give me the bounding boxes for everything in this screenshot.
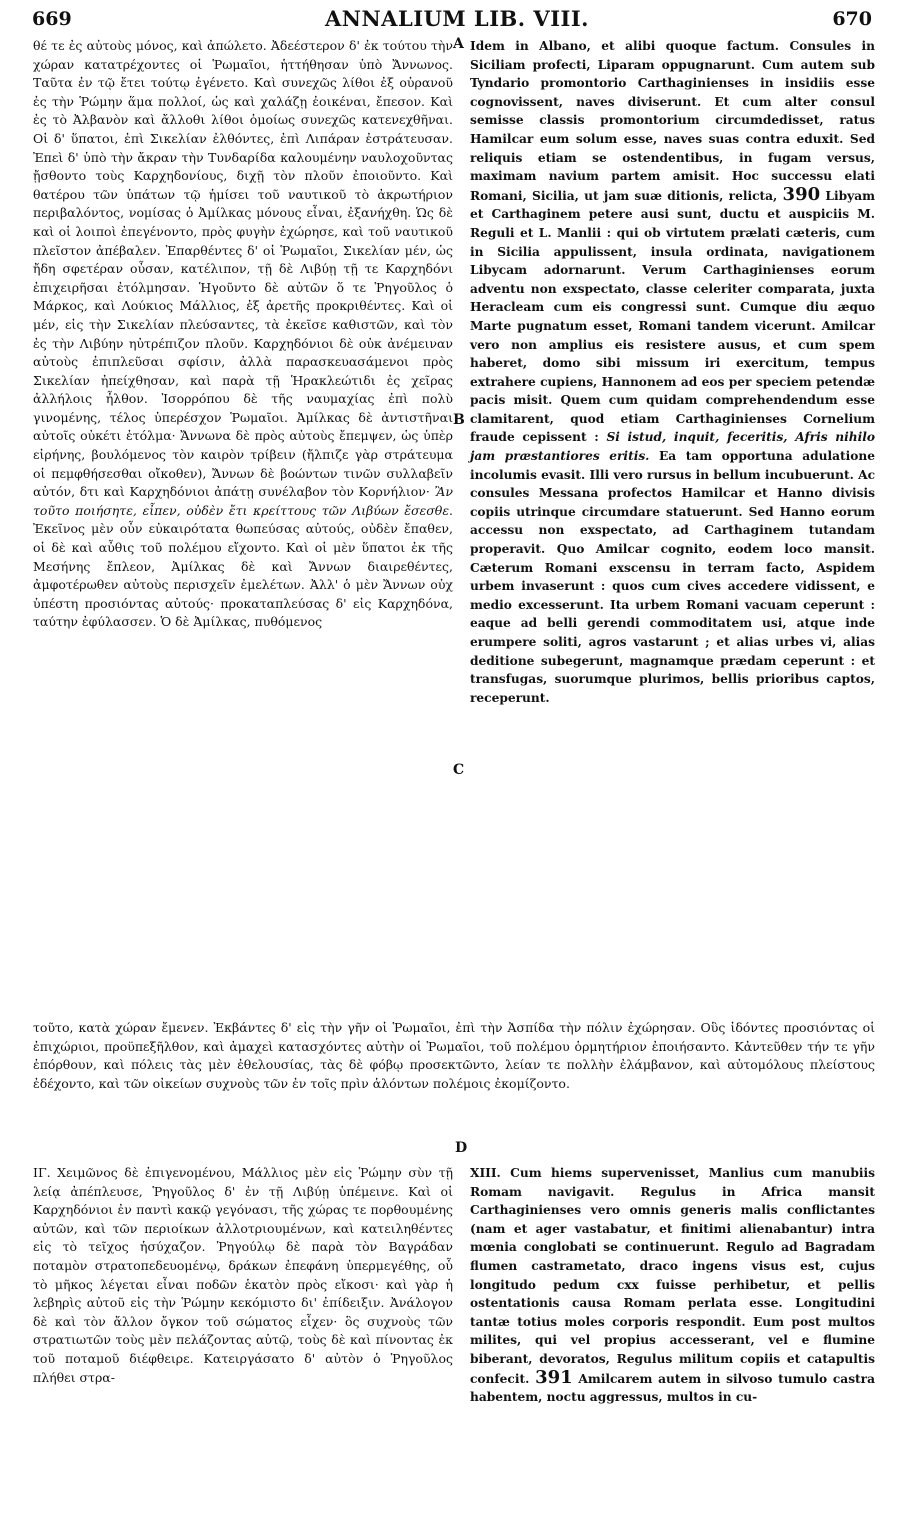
section-marker-d: D bbox=[455, 1140, 468, 1156]
greek-full-width-text bbox=[33, 1019, 875, 1093]
latin-text-bottom-b: Amilcarem autem in silvoso tumulo castra habentem, noctu aggressus, multos in cu- bbox=[470, 1371, 875, 1405]
greek-text-bottom: ΙΓ. Χειμῶνος δὲ ἐπιγενομένου, Μάλλιος μὲν εἰς Ῥώμην σὺν τῇ λείᾳ ἀπέπλευσε, Ῥηγοῦλος δ' ἐν τῇ Λιβύῃ ὑπέμεινε. Καὶ οἱ Καρχηδόνιοι ἐν παντὶ κακῷ γεγόνασι, τῆς χώρας τε πορθουμένης αὐτῶν, καὶ τῶν περιοίκων ἀλλοτριουμένων, καὶ κατειληθέντες εἰς τὸ τεῖχος ἡσύχαζον. Ῥηγούλῳ δὲ παρὰ τὸν Βαγράδαν ποταμὸν στρατοπεδευομένῳ, δράκων ἐπεφάνη ὑπερμεγέθης, οὗ τὸ μῆκος λέγεται εἶναι ποδῶν ἑκατὸν πρὸς εἴκοσι· καὶ γὰρ ἡ λεβηρὶς αὐτοῦ εἰς τὴν Ῥώμην κεκόμιστο δι' ἐπίδειξιν. Ἀνάλογον δὲ καὶ τὸν ἄλλον ὄγκον τοῦ σώματος εἶχεν· ὃς συχνοὺς τῶν στρατιωτῶν τοὺς μὲν πελάζοντας αὐτῷ, τοὺς δὲ καὶ πίνοντας ἐκ τοῦ ποταμοῦ διέφθειρε. Κατειργάσατο δ' αὐτὸν ὁ Ῥηγοῦλος πλήθει στρα- bbox=[33, 1165, 453, 1385]
latin-text-top-c: Ea tam opportuna adulatione incolumis evasit. Illi vero rursus in bellum incubuerunt. Ac consules Messana profectos Hamilcar et Hanno divisis copiis utrinque circumdare statuerunt. Sed Hanno eorum accessu non exspectato, ad Carthaginem tutandam properavit. Quo Amilcar cognito, eodem loco mansit. Cæterum Romani exscensu in terram facto, Aspidem urbem invaserunt : quos cum cives accedere vidissent, e medio excesserunt. Ita urbem Romani vacuam ceperunt : eaque ad belli gerendi commoditatem usi, atque inde erumpere soliti, agros vastarunt ; et alias urbes vi, alias deditione subegerunt, magnamque prædam ceperunt : et transfugas, suorumque plurimos, bellis prioribus captos, receperunt. bbox=[470, 449, 876, 705]
latin-quote: Si istud, inquit, feceritis, Afris nihilo jam præstantiores eritis. bbox=[470, 430, 875, 464]
marginal-page-number: 390 bbox=[782, 183, 821, 205]
latin-column-top bbox=[470, 37, 875, 707]
marginal-page-number-2: 391 bbox=[535, 1366, 573, 1388]
page-header bbox=[0, 6, 914, 34]
latin-text-top-b: Libyam et Carthaginem petere ausi sunt, ductu et auspiciis M. Reguli et L. Manlii : qui ob virtutem prælati cæteris, cum in Sicilia appulissent, insula ordinata, navigationem Libycam adornarunt. Verum Carthaginienses eorum adventu non exspectato, classe celeriter comparata, juxta Heracleam cum eis congressi sunt. Cumque diu æquo Marte pugnatum esset, Romani tandem vicerunt. Amilcar vero non amplius eis resistere ausus, et cum spem haberet, domo sibi missum iri exercitum, tempus extrahere cupiens, Hannonem ad eos per speciem petendæ pacis misit. Quem cum quidam comprehendendum esse clamitarent, quod etiam Carthaginienses Cornelium fraude cepissent : bbox=[470, 188, 875, 445]
page-number-right: 670 bbox=[832, 8, 872, 30]
greek-text-top-end: Ἐκεῖνος μὲν οὖν εὐκαιρότατα θωπεύσας αὐτούς, οὐδὲν ἔπαθεν, οἱ δὲ καὶ αὖθις τοῦ πολέμου εἴχοντο. Καὶ οἱ μὲν ὕπατοι ἐκ τῆς Μεσήνης ἔπλεον, Ἀμίλκας δὲ καὶ Ἄννων διαιρεθέντες, ἀμφοτέρωθεν αὐτοὺς περισχεῖν ἐμελέτων. Ἀλλ' ὁ μὲν Ἄννων οὐχ ὑπέστη προσιόντας αὐτούς· προκαταπλεύσας δ' εἰς Καρχηδόνα, ταύτην ἐφύλασσεν. Ὁ δὲ Ἀμίλκας, πυθόμενος bbox=[33, 521, 453, 630]
latin-text-bottom-a: XIII. Cum hiems supervenisset, Manlius cum manubiis Romam navigavit. Regulus in Africa mansit Carthaginienses vero omnis generis malis conflictantes (nam et ager vastabatur, et finitimi alienabantur) intra mœnia conglobati se continuerunt. Regulo ad Bagradam flumen castrametato, draco ingens visus est, cujus longitudo pedum cxx fuisse perhibetur, et pellis ostentationis causa Romam perlata esse. Longitudini tantæ totius moles corporis respondit. Eum post multos milites, qui vel propius accesserant, vel e flumine biberant, devoratos, Regulus militum copiis et catapultis confecit. bbox=[470, 1166, 875, 1386]
section-marker-b: B bbox=[453, 412, 465, 428]
greek-column-bottom bbox=[33, 1164, 453, 1387]
greek-text-top: θέ τε ἐς αὐτοὺς μόνος, καὶ ἀπώλετο. Ἀδεέστερον δ' ἐκ τούτου τὴν χώραν κατατρέχοντες οἱ Ῥωμαῖοι, ἡττήθησαν ὑπὸ Ἄννωνος. Ταῦτα ἐν τῷ ἔτει τούτῳ ἐγένετο. Καὶ συνεχῶς λίθοι ἐξ οὐρανοῦ ἐς τὴν Ῥώμην ἅμα πολλοί, ὡς καὶ χαλάζῃ ἐοικέναι, ἔπεσον. Καὶ ἐς τὸ Ἀλβανὸν καὶ ἄλλοθι λίθοι ὁμοίως συνεχῶς κατενεχθῆναι. Οἱ δ' ὕπατοι, ἐπὶ Σικελίαν ἐλθόντες, ἐπὶ Λιπάραν ἐστράτευσαν. Ἐπεὶ δ' ὑπὸ τὴν ἄκραν τὴν Τυνδαρίδα καλουμένην ναυλοχοῦντας ᾔσθοντο τοὺς Καρχηδονίους, διχῇ τὸν πλοῦν ἐποιοῦντο. Καὶ θατέρου τῶν ὑπάτων τῷ ἡμίσει τοῦ ναυτικοῦ τὸ ἀκρωτήριον περιβαλόντος, νομίσας ὁ Ἀμίλκας μόνους εἶναι, ἐξανήχθη. Ὡς δὲ καὶ οἱ λοιποὶ ἐπεγένοντο, πρὸς φυγὴν ἐχώρησε, καὶ τοῦ ναυτικοῦ πλεῖστον ἀπέβαλεν. Ἐπαρθέντες δ' οἱ Ῥωμαῖοι, Σικελίαν μέν, ὡς ἤδη σφετέραν οὖσαν, κατέλιπον, τῇ δὲ Λιβύῃ τῇ τε Καρχηδόνι ἐπιχειρῆσαι ἐτόλμησαν. Ἡγοῦντο δὲ αὐτῶν ὅ τε Ῥηγοῦλος ὁ Μάρκος, καὶ Λούκιος Μάλλιος, ἐξ ἀρετῆς προκριθέντες. Καὶ οἱ μέν, εἰς τὴν Σικελίαν πλεύσαντες, τὰ ἐκεῖσε καθιστῶν, καὶ τὸν ἐς τὴν Λιβύην ηὐτρέπιζον πλοῦν. Καρχηδόνιοι δὲ οὐκ ἀνέμειναν αὐτοὺς ἐπιπλεῦσαι σφίσιν, ἀλλὰ παρασκευασάμενοι πρὸς Σικελίαν ἠπείχθησαν, καὶ παρὰ τῇ Ἡρακλεώτιδι ἐς χεῖρας ἀλλήλοις ἦλθον. Ἰσορρόπου δὲ τῆς ναυμαχίας ἐπὶ πολὺ γινομένης, τέλος ὑπερέσχον Ῥωμαῖοι. Ἀμίλκας δὲ ἀντιστῆναι αὐτοῖς οὐκέτι ἐτόλμα· Ἄννωνα δὲ πρὸς αὐτοὺς ἔπεμψεν, ὡς ὑπὲρ εἰρήνης, βουλόμενος τὸν καιρὸν τρίβειν (ἤλπιζε γὰρ στράτευμα οἱ πεμφθήσεσθαι οἴκοθεν), Ἄννων δὲ βοώντων τινῶν συλλαβεῖν αὐτόν, δτι καὶ Καρχηδόνιοι ἀπάτῃ συνέλαβον τὸν Κορνήλιον· bbox=[33, 38, 453, 500]
greek-column-top bbox=[33, 37, 453, 632]
running-title: ANNALIUM LIB. VIII. bbox=[325, 6, 589, 31]
latin-text-top-a: Idem in Albano, et alibi quoque factum. Consules in Siciliam profecti, Liparam oppugnarunt. Cum autem sub Tyndario promontorio Carthaginienses in insidiis esse cognovissent, naves diviserunt. Et cum alter consul semisse classis promontorium circumdedisset, ratus Hamilcar eum solum esse, naves suas contra eduxit. Sed reliquis etiam se ostendentibus, in fugam versus, maximam navium partem amisit. Hoc successu elati Romani, Sicilia, ut jam suæ ditionis, relicta, bbox=[470, 39, 875, 203]
latin-column-bottom bbox=[470, 1164, 875, 1407]
section-marker-a: A bbox=[453, 36, 464, 52]
page-number-left: 669 bbox=[32, 8, 72, 30]
greek-quote: Ἂν τοῦτο ποιήσητε, εἶπεν, οὐδὲν ἔτι κρείττους τῶν Λιβύων ἔσεσθε. bbox=[33, 484, 453, 518]
greek-full-paragraph: τοῦτο, κατὰ χώραν ἔμενεν. Ἐκβάντες δ' εἰς τὴν γῆν οἱ Ῥωμαῖοι, ἐπὶ τὴν Ἀσπίδα τὴν πόλιν ἐχώρησαν. Οὓς ἰδόντες προσιόντας οἱ ἐπιχώριοι, προϋπεξῆλθον, καὶ ἀμαχεὶ κατασχόντες αὐτὴν οἱ Ῥωμαῖοι, τοῦ πολέμου ὁρμητήριον ἐποιήσαντο. Κἀντεῦθεν τήν τε γῆν ἐπόρθουν, καὶ πόλεις τὰς μὲν ἐθελουσίας, τὰς δὲ φόβῳ προσεκτῶντο, λείαν τε πολλὴν ἐλάμβανον, καὶ αὐτομόλους πλείστους ἐδέχοντο, καὶ τῶν οἰκείων συχνοὺς τῶν ἐν τοῖς πρὶν ἁλόντων πολέμοις ἐκομίζοντο. bbox=[33, 1020, 875, 1091]
section-marker-c: C bbox=[453, 762, 465, 778]
